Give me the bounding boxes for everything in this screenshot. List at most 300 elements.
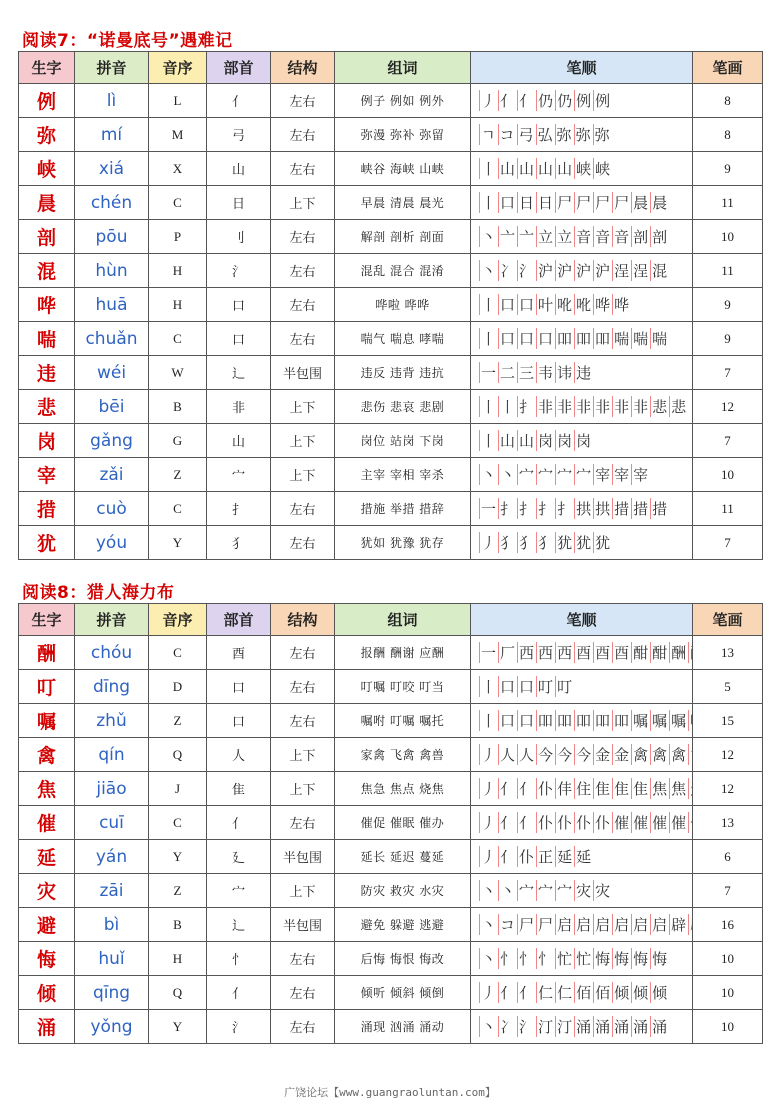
sequence-cell: C bbox=[149, 806, 207, 840]
char-cell: 弥 bbox=[19, 118, 75, 152]
stroke-step: 隹 bbox=[595, 780, 612, 798]
stroke-step: 佰 bbox=[595, 984, 612, 1002]
stroke-step: 非 bbox=[614, 398, 631, 416]
pinyin-cell: yán bbox=[75, 840, 149, 874]
structure-cell: 左右 bbox=[271, 220, 335, 254]
pinyin-cell: hùn bbox=[75, 254, 149, 288]
stroke-step: 犹 bbox=[595, 534, 612, 552]
table-row bbox=[19, 186, 763, 220]
stroke-step: 扌 bbox=[538, 500, 555, 518]
stroke-step: 人 bbox=[500, 746, 517, 764]
stroke-step: 峡 bbox=[595, 160, 612, 178]
stroke-step: 口 bbox=[500, 330, 517, 348]
table-row bbox=[19, 152, 763, 186]
stroke-count-cell: 12 bbox=[693, 738, 763, 772]
structure-cell: 上下 bbox=[271, 390, 335, 424]
pinyin-cell: huǐ bbox=[75, 942, 149, 976]
table-row bbox=[19, 636, 763, 670]
table-row bbox=[19, 806, 763, 840]
stroke-step: 隹 bbox=[614, 780, 631, 798]
char-table-1 bbox=[18, 51, 763, 560]
sequence-cell: Y bbox=[149, 1010, 207, 1044]
stroke-count-cell: 16 bbox=[693, 908, 763, 942]
stroke-step: 扌 bbox=[519, 500, 536, 518]
stroke-step: 忄 bbox=[500, 950, 517, 968]
char-cell: 混 bbox=[19, 254, 75, 288]
stroke-step: 正 bbox=[538, 848, 555, 866]
table-row bbox=[19, 458, 763, 492]
section-title-1: 阅读7：“诺曼底号”遇难记 bbox=[22, 31, 233, 51]
stroke-order-cell bbox=[471, 186, 693, 220]
header-char: 生字 bbox=[19, 604, 75, 636]
stroke-step: 忙 bbox=[557, 950, 574, 968]
stroke-step: 仆 bbox=[519, 848, 536, 866]
words-cell: 嘱咐 叮嘱 嘱托 bbox=[335, 704, 471, 738]
stroke-order-cell bbox=[471, 152, 693, 186]
stroke-count-cell: 7 bbox=[693, 424, 763, 458]
sequence-cell: Q bbox=[149, 738, 207, 772]
stroke-count-cell: 6 bbox=[693, 840, 763, 874]
pinyin-cell: jiāo bbox=[75, 772, 149, 806]
table-row bbox=[19, 942, 763, 976]
structure-cell: 左右 bbox=[271, 492, 335, 526]
char-cell: 悲 bbox=[19, 390, 75, 424]
stroke-step: 启 bbox=[595, 916, 612, 934]
radical-cell: 日 bbox=[207, 186, 271, 220]
stroke-step: 口 bbox=[500, 678, 517, 696]
stroke-step: 丶 bbox=[500, 882, 517, 900]
stroke-count-cell: 11 bbox=[693, 254, 763, 288]
stroke-step: 丨 bbox=[481, 330, 498, 348]
stroke-step: 晨 bbox=[652, 194, 669, 212]
stroke-step: 亻 bbox=[500, 92, 517, 110]
stroke-count-cell: 13 bbox=[693, 636, 763, 670]
stroke-step: 山 bbox=[557, 160, 574, 178]
table-row bbox=[19, 84, 763, 118]
stroke-step: 西 bbox=[557, 644, 574, 662]
stroke-count-cell: 12 bbox=[693, 772, 763, 806]
stroke-order-cell bbox=[471, 322, 693, 356]
stroke-step: 日 bbox=[538, 194, 555, 212]
stroke-step bbox=[688, 744, 692, 765]
char-cell: 峡 bbox=[19, 152, 75, 186]
stroke-step: 亻 bbox=[519, 984, 536, 1002]
char-cell: 悔 bbox=[19, 942, 75, 976]
stroke-step: 丨 bbox=[500, 398, 517, 416]
table-row bbox=[19, 390, 763, 424]
stroke-step: 冫 bbox=[500, 262, 517, 280]
char-cell: 宰 bbox=[19, 458, 75, 492]
stroke-step: 弥 bbox=[556, 126, 573, 144]
pinyin-cell: qīng bbox=[75, 976, 149, 1010]
radical-cell: 山 bbox=[207, 424, 271, 458]
stroke-step: 沪 bbox=[576, 262, 593, 280]
stroke-step: 丨 bbox=[481, 678, 498, 696]
stroke-step: 喘 bbox=[633, 330, 650, 348]
stroke-step: 涌 bbox=[595, 1018, 612, 1036]
radical-cell: 忄 bbox=[207, 942, 271, 976]
stroke-step: 酬 bbox=[671, 644, 688, 662]
stroke-step bbox=[688, 778, 692, 799]
stroke-step: 口 bbox=[500, 194, 517, 212]
header-radical: 部首 bbox=[207, 52, 271, 84]
stroke-order-cell bbox=[471, 458, 693, 492]
structure-cell: 左右 bbox=[271, 670, 335, 704]
char-cell: 催 bbox=[19, 806, 75, 840]
stroke-step: 启 bbox=[576, 916, 593, 934]
sequence-cell: C bbox=[149, 492, 207, 526]
stroke-step: 措 bbox=[633, 500, 650, 518]
pinyin-cell: dīng bbox=[75, 670, 149, 704]
stroke-step: 立 bbox=[538, 228, 555, 246]
radical-cell: 隹 bbox=[207, 772, 271, 806]
stroke-step: 亻 bbox=[500, 814, 517, 832]
stroke-step: 西 bbox=[519, 644, 536, 662]
stroke-step bbox=[688, 710, 692, 731]
stroke-step: 金 bbox=[595, 746, 612, 764]
stroke-count-cell: 10 bbox=[693, 220, 763, 254]
sequence-cell: Z bbox=[149, 458, 207, 492]
words-cell: 措施 举措 措辞 bbox=[335, 492, 471, 526]
stroke-count-cell: 8 bbox=[693, 84, 763, 118]
table-row bbox=[19, 908, 763, 942]
table-row bbox=[19, 874, 763, 908]
char-cell: 涌 bbox=[19, 1010, 75, 1044]
structure-cell: 上下 bbox=[271, 458, 335, 492]
stroke-step: 今 bbox=[538, 746, 555, 764]
header-structure: 结构 bbox=[271, 604, 335, 636]
stroke-step: 禽 bbox=[633, 746, 650, 764]
stroke-step: 弥 bbox=[594, 126, 611, 144]
stroke-step: 非 bbox=[595, 398, 612, 416]
structure-cell: 左右 bbox=[271, 976, 335, 1010]
stroke-step bbox=[688, 812, 692, 833]
char-cell: 焦 bbox=[19, 772, 75, 806]
stroke-step: 仆 bbox=[595, 814, 612, 832]
stroke-step: 尸 bbox=[614, 194, 631, 212]
pinyin-cell: zāi bbox=[75, 874, 149, 908]
footer-site: 广饶论坛【www.guangraoluntan.com】 bbox=[284, 1086, 496, 1099]
radical-cell: 非 bbox=[207, 390, 271, 424]
stroke-step: 焦 bbox=[652, 780, 669, 798]
stroke-step: 灾 bbox=[595, 882, 612, 900]
stroke-count-cell: 15 bbox=[693, 704, 763, 738]
pinyin-cell: chuǎn bbox=[75, 322, 149, 356]
stroke-step: 吪 bbox=[557, 296, 574, 314]
structure-cell: 半包围 bbox=[271, 908, 335, 942]
pinyin-cell: wéi bbox=[75, 356, 149, 390]
stroke-step: 丿 bbox=[481, 534, 498, 552]
stroke-step: 丶 bbox=[481, 882, 498, 900]
radical-cell: 亻 bbox=[207, 806, 271, 840]
table-row bbox=[19, 254, 763, 288]
words-cell: 岗位 站岗 下岗 bbox=[335, 424, 471, 458]
stroke-step: 催 bbox=[633, 814, 650, 832]
stroke-step: 音 bbox=[614, 228, 631, 246]
header-structure: 结构 bbox=[271, 52, 335, 84]
words-cell: 例子 例如 例外 bbox=[335, 84, 471, 118]
structure-cell: 左右 bbox=[271, 806, 335, 840]
stroke-step: 宀 bbox=[557, 882, 574, 900]
stroke-step: 丿 bbox=[481, 814, 498, 832]
stroke-step: 仁 bbox=[557, 984, 574, 1002]
stroke-step: 岗 bbox=[557, 432, 574, 450]
radical-cell: 氵 bbox=[207, 1010, 271, 1044]
stroke-step: 吅 bbox=[557, 712, 574, 730]
stroke-step: 悲 bbox=[652, 398, 669, 416]
stroke-order-cell bbox=[471, 636, 693, 670]
stroke-step: 非 bbox=[557, 398, 574, 416]
stroke-step: 宀 bbox=[538, 466, 555, 484]
table-row bbox=[19, 526, 763, 560]
char-cell: 剖 bbox=[19, 220, 75, 254]
stroke-step: 吅 bbox=[576, 330, 593, 348]
stroke-step: 丶 bbox=[500, 466, 517, 484]
stroke-step: 忄 bbox=[519, 950, 536, 968]
char-cell: 禽 bbox=[19, 738, 75, 772]
header-sequence: 音序 bbox=[149, 52, 207, 84]
table-row bbox=[19, 424, 763, 458]
stroke-step: 音 bbox=[576, 228, 593, 246]
stroke-count-cell: 10 bbox=[693, 976, 763, 1010]
stroke-order-cell bbox=[471, 942, 693, 976]
stroke-step: 忄 bbox=[538, 950, 555, 968]
stroke-count-cell: 7 bbox=[693, 874, 763, 908]
stroke-step: 禽 bbox=[671, 746, 688, 764]
stroke-step: 丿 bbox=[481, 746, 498, 764]
stroke-step: 悔 bbox=[614, 950, 631, 968]
stroke-step: 亻 bbox=[519, 814, 536, 832]
stroke-count-cell: 10 bbox=[693, 1010, 763, 1044]
stroke-step bbox=[688, 914, 692, 935]
radical-cell: 宀 bbox=[207, 874, 271, 908]
pinyin-cell: cuò bbox=[75, 492, 149, 526]
stroke-step: 丶 bbox=[481, 466, 498, 484]
sequence-cell: Z bbox=[149, 874, 207, 908]
sequence-cell: P bbox=[149, 220, 207, 254]
stroke-step: 宀 bbox=[576, 466, 593, 484]
radical-cell: 辶 bbox=[207, 908, 271, 942]
header-pinyin: 拼音 bbox=[75, 604, 149, 636]
stroke-step: コ bbox=[500, 916, 517, 934]
stroke-step: 仁 bbox=[538, 984, 555, 1002]
stroke-step: 非 bbox=[538, 398, 555, 416]
stroke-step: 隹 bbox=[633, 780, 650, 798]
words-cell: 防灾 救灾 水灾 bbox=[335, 874, 471, 908]
stroke-step: 嘱 bbox=[671, 712, 688, 730]
stroke-step: 尸 bbox=[595, 194, 612, 212]
stroke-order-cell bbox=[471, 118, 693, 152]
table-row bbox=[19, 356, 763, 390]
radical-cell: 口 bbox=[207, 704, 271, 738]
sequence-cell: C bbox=[149, 186, 207, 220]
section-title-2: 阅读8：猎人海力布 bbox=[22, 583, 175, 603]
structure-cell: 上下 bbox=[271, 186, 335, 220]
stroke-step: 口 bbox=[519, 330, 536, 348]
stroke-step: 剖 bbox=[652, 228, 669, 246]
stroke-step: 岗 bbox=[538, 432, 555, 450]
stroke-step: 音 bbox=[595, 228, 612, 246]
stroke-order-cell bbox=[471, 704, 693, 738]
stroke-step: 宰 bbox=[595, 466, 612, 484]
pinyin-cell: bēi bbox=[75, 390, 149, 424]
stroke-step: 亻 bbox=[500, 848, 517, 866]
stroke-step: 住 bbox=[576, 780, 593, 798]
stroke-count-cell: 10 bbox=[693, 942, 763, 976]
words-cell: 涌现 汹涌 涌动 bbox=[335, 1010, 471, 1044]
sequence-cell: H bbox=[149, 288, 207, 322]
stroke-step: 吪 bbox=[576, 296, 593, 314]
stroke-step: 非 bbox=[633, 398, 650, 416]
stroke-order-cell bbox=[471, 976, 693, 1010]
stroke-step: 丶 bbox=[481, 262, 498, 280]
char-cell: 叮 bbox=[19, 670, 75, 704]
table-row bbox=[19, 670, 763, 704]
structure-cell: 左右 bbox=[271, 526, 335, 560]
pinyin-cell: yóu bbox=[75, 526, 149, 560]
pinyin-cell: bì bbox=[75, 908, 149, 942]
stroke-step: 丿 bbox=[481, 92, 498, 110]
stroke-step: 亻 bbox=[500, 984, 517, 1002]
words-cell: 后悔 悔恨 悔改 bbox=[335, 942, 471, 976]
stroke-count-cell: 9 bbox=[693, 288, 763, 322]
words-cell: 叮嘱 叮咬 叮当 bbox=[335, 670, 471, 704]
words-cell: 焦急 焦点 烧焦 bbox=[335, 772, 471, 806]
stroke-count-cell: 11 bbox=[693, 492, 763, 526]
stroke-step: 尸 bbox=[557, 194, 574, 212]
pinyin-cell: zǎi bbox=[75, 458, 149, 492]
stroke-count-cell: 13 bbox=[693, 806, 763, 840]
header-char: 生字 bbox=[19, 52, 75, 84]
table-row bbox=[19, 738, 763, 772]
stroke-order-cell bbox=[471, 492, 693, 526]
stroke-step: 悔 bbox=[633, 950, 650, 968]
stroke-step: 山 bbox=[519, 160, 536, 178]
radical-cell: 口 bbox=[207, 670, 271, 704]
stroke-step: 岗 bbox=[576, 432, 593, 450]
stroke-step: 拱 bbox=[576, 500, 593, 518]
stroke-step: 犭 bbox=[538, 534, 555, 552]
stroke-order-cell bbox=[471, 840, 693, 874]
sequence-cell: B bbox=[149, 390, 207, 424]
radical-cell: 人 bbox=[207, 738, 271, 772]
stroke-count-cell: 8 bbox=[693, 118, 763, 152]
stroke-count-cell: 10 bbox=[693, 458, 763, 492]
stroke-step: 忙 bbox=[576, 950, 593, 968]
pinyin-cell: chén bbox=[75, 186, 149, 220]
stroke-step: 酉 bbox=[595, 644, 612, 662]
pinyin-cell: mí bbox=[75, 118, 149, 152]
pinyin-cell: lì bbox=[75, 84, 149, 118]
structure-cell: 上下 bbox=[271, 738, 335, 772]
sequence-cell: M bbox=[149, 118, 207, 152]
stroke-step: 山 bbox=[538, 160, 555, 178]
stroke-step: 仆 bbox=[538, 814, 555, 832]
sequence-cell: C bbox=[149, 322, 207, 356]
stroke-step: 丿 bbox=[481, 984, 498, 1002]
header-row bbox=[19, 52, 763, 84]
stroke-step: 亻 bbox=[519, 92, 536, 110]
stroke-step: 扌 bbox=[500, 500, 517, 518]
structure-cell: 左右 bbox=[271, 118, 335, 152]
stroke-order-cell bbox=[471, 526, 693, 560]
char-cell: 嘱 bbox=[19, 704, 75, 738]
stroke-step: 违 bbox=[576, 364, 593, 382]
table-row bbox=[19, 118, 763, 152]
words-cell: 哗啦 哗哗 bbox=[335, 288, 471, 322]
stroke-step: 讳 bbox=[557, 364, 574, 382]
stroke-step: 今 bbox=[557, 746, 574, 764]
stroke-order-cell bbox=[471, 670, 693, 704]
stroke-order-cell bbox=[471, 424, 693, 458]
words-cell: 催促 催眠 催办 bbox=[335, 806, 471, 840]
stroke-step: 酉 bbox=[576, 644, 593, 662]
words-cell: 报酬 酬谢 应酬 bbox=[335, 636, 471, 670]
stroke-step: 仹 bbox=[557, 780, 574, 798]
stroke-step: 倾 bbox=[614, 984, 631, 1002]
stroke-step: 尸 bbox=[538, 916, 555, 934]
stroke-step: 叮 bbox=[557, 678, 574, 696]
stroke-step: 口 bbox=[519, 296, 536, 314]
pinyin-cell: yǒng bbox=[75, 1010, 149, 1044]
stroke-step: 倾 bbox=[633, 984, 650, 1002]
stroke-step: 宀 bbox=[519, 882, 536, 900]
sequence-cell: D bbox=[149, 670, 207, 704]
stroke-step: 亠 bbox=[519, 228, 536, 246]
stroke-step: 山 bbox=[500, 160, 517, 178]
stroke-step: 丶 bbox=[481, 1018, 498, 1036]
stroke-step: 仆 bbox=[538, 780, 555, 798]
stroke-step: 浧 bbox=[633, 262, 650, 280]
pinyin-cell: xiá bbox=[75, 152, 149, 186]
stroke-step: 山 bbox=[500, 432, 517, 450]
char-cell: 倾 bbox=[19, 976, 75, 1010]
stroke-step: 延 bbox=[557, 848, 574, 866]
stroke-order-cell bbox=[471, 356, 693, 390]
stroke-step: 今 bbox=[576, 746, 593, 764]
stroke-step: 弥 bbox=[575, 126, 592, 144]
stroke-step: 宀 bbox=[519, 466, 536, 484]
stroke-step: 哗 bbox=[614, 296, 631, 314]
stroke-step: 厂 bbox=[500, 644, 517, 662]
sequence-cell: W bbox=[149, 356, 207, 390]
stroke-step: 氵 bbox=[519, 262, 536, 280]
stroke-step: 丶 bbox=[481, 950, 498, 968]
words-cell: 倾听 倾斜 倾倒 bbox=[335, 976, 471, 1010]
header-pinyin: 拼音 bbox=[75, 52, 149, 84]
radical-cell: 辶 bbox=[207, 356, 271, 390]
stroke-order-cell bbox=[471, 874, 693, 908]
structure-cell: 左右 bbox=[271, 704, 335, 738]
structure-cell: 左右 bbox=[271, 254, 335, 288]
table-row bbox=[19, 220, 763, 254]
stroke-count-cell: 12 bbox=[693, 390, 763, 424]
structure-cell: 左右 bbox=[271, 636, 335, 670]
stroke-step: 尸 bbox=[519, 916, 536, 934]
stroke-step: 吅 bbox=[595, 330, 612, 348]
stroke-step: 剖 bbox=[633, 228, 650, 246]
stroke-step: 山 bbox=[519, 432, 536, 450]
stroke-step: 金 bbox=[614, 746, 631, 764]
structure-cell: 左右 bbox=[271, 942, 335, 976]
stroke-step: 扌 bbox=[519, 398, 536, 416]
structure-cell: 左右 bbox=[271, 84, 335, 118]
stroke-step: 二 bbox=[500, 364, 517, 382]
radical-cell: 山 bbox=[207, 152, 271, 186]
stroke-step: 峡 bbox=[576, 160, 593, 178]
stroke-step: 佰 bbox=[576, 984, 593, 1002]
stroke-step: 吅 bbox=[595, 712, 612, 730]
